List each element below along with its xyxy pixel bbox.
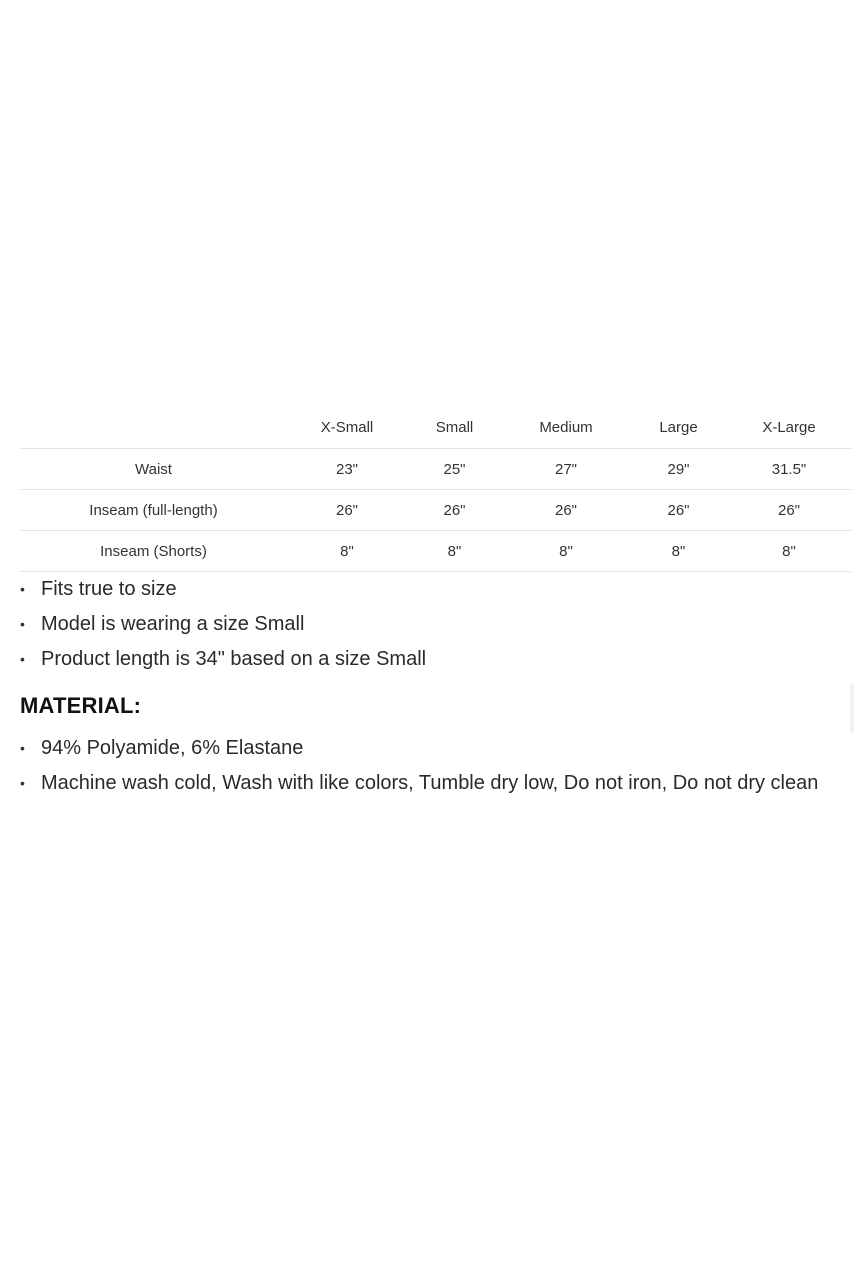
table-row: [20, 531, 851, 572]
measurement-label: Inseam (full-length): [89, 501, 218, 519]
size-column-header: Large: [659, 418, 698, 436]
measurement-value: 8": [447, 542, 462, 560]
measurement-value: 25": [443, 460, 466, 478]
table-row: [20, 449, 851, 490]
material-heading: MATERIAL:: [20, 693, 142, 718]
measurement-value: 27": [554, 460, 577, 478]
material-item-text: 94% Polyamide, 6% Elastane: [41, 737, 304, 759]
fit-note-text: Fits true to size: [41, 578, 177, 600]
bullet-icon: •: [20, 581, 25, 597]
measurement-value: 8": [559, 542, 573, 560]
size-chart-corner-cell: [20, 406, 287, 449]
measurement-value: 8": [340, 542, 354, 560]
size-column-header: Small: [435, 418, 474, 436]
table-row: [20, 490, 851, 531]
measurement-value: 8": [782, 542, 796, 560]
fit-note-text: Model is wearing a size Small: [41, 613, 305, 635]
measurement-value: 23": [335, 460, 358, 478]
list-item: [20, 731, 851, 766]
bullet-icon: •: [20, 616, 25, 632]
list-item: [20, 642, 851, 677]
measurement-value: 26": [667, 501, 690, 519]
bullet-icon: •: [20, 775, 25, 791]
size-column-header: Medium: [539, 418, 593, 436]
measurement-value: 29": [667, 460, 690, 478]
size-column-header: X-Large: [762, 418, 816, 436]
measurement-value: 26": [554, 501, 577, 519]
measurement-value: 26": [777, 501, 800, 519]
size-chart-header-row: [20, 406, 851, 449]
size-chart-table: [20, 406, 851, 572]
measurement-label: Inseam (Shorts): [100, 542, 207, 560]
measurement-value: 26": [335, 501, 358, 519]
side-scroll-tab[interactable]: [850, 684, 854, 734]
list-item: [20, 766, 851, 801]
measurement-value: 31.5": [771, 460, 807, 478]
bullet-icon: •: [20, 740, 25, 756]
bullet-icon: •: [20, 651, 25, 667]
list-item: [20, 607, 851, 642]
size-column-header: X-Small: [320, 418, 374, 436]
list-item: [20, 572, 851, 607]
material-list: [20, 731, 851, 801]
fit-notes-list: [20, 572, 851, 677]
fit-note-text: Product length is 34" based on a size Small: [41, 648, 427, 670]
product-details: [20, 406, 851, 801]
care-instructions-text: Machine wash cold, Wash with like colors, Tumble dry low, Do not iron, Do not dry clean: [41, 772, 819, 794]
measurement-value: 8": [671, 542, 686, 560]
measurement-label: Waist: [135, 460, 172, 478]
measurement-value: 26": [443, 501, 466, 519]
